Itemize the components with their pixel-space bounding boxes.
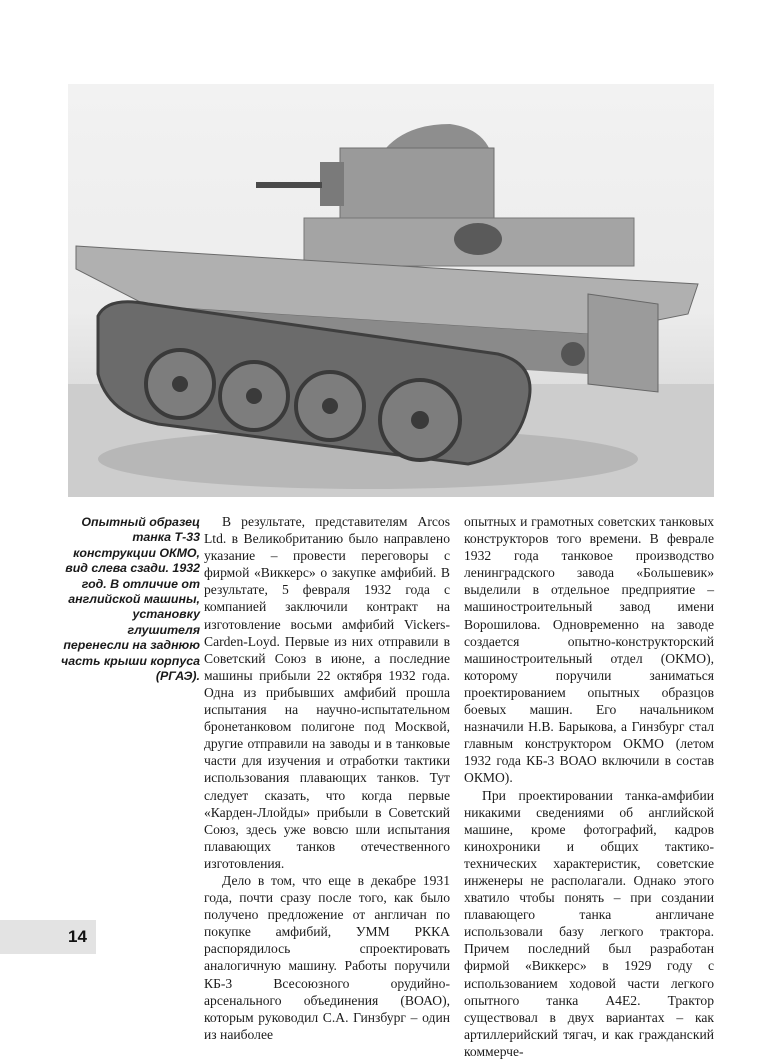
paragraph: При проектировании танка-амфибии никакими сведениями об английской машине, кроме фотографий, кадров кинохроники и общих тактико-технических характеристик, советские инженеры не располагали. Однако этого хватило чтобы понять – при создании плавающего танка англичане использовали базу легкого трактора. Причем последний был разработан фирмой «Виккерс» в 1929 году с использованием ходовой части легкого опытного танка А4Е2. Трактор существовал в двух вариантах – как артиллерийский тягач, и как гражданский коммерче- <box>464 787 714 1060</box>
photo-caption: Опытный образец танка Т-33 конструкции ОКМО, вид слева сзади. 1932 год. В отличие от английской машины, установку глушителя перенесли на заднюю часть крыши корпуса (РГАЭ). <box>60 515 200 684</box>
paragraph: В результате, представителям Arcos Ltd. в Великобританию было направлено указание – провести переговоры с фирмой «Виккерс» о закупке амфибий. В результате, 5 февраля 1932 года с компанией заключили контракт на изготовление восьми амфибий Vickers-Carden-Loyd. Первые из них отправили в Советский Союз в июне, а последние машины прибыли 22 октября 1932 года. Одна из прибывших амфибий прошла испытания на научно-испытательном бронетанковом полигоне под Москвой, другие отправили на заводы и в танковые части для изучения и отработки тактики использования плавающих танков. Тут следует сказать, что когда первые «Карден-Ллойды» прибыли в Советский Союз, здесь уже вовсю шли испытания плавающих танков отечественного изготовления. <box>204 513 450 872</box>
tank-illustration <box>68 84 714 497</box>
paragraph: опытных и грамотных советских танковых конструкторов того времени. В феврале 1932 года танковое производство ленинградского завода «Большевик» выделили в отдельное предприятие – машиностроительный завод имени Ворошилова. Одновременно на заводе создается опытно-конструкторский машиностроительный отдел (ОКМО), которому поручили заниматься проектированием опытных образцов боевых машин. Его начальником назначили Н.В. Барыкова, а Гинзбург стал главным конструктором ОКМО (летом 1932 года КБ-3 ВОАО включили в состав ОКМО). <box>464 513 714 787</box>
page-number: 14 <box>68 927 87 947</box>
tank-photo <box>68 84 714 497</box>
text-column-left <box>204 513 450 1043</box>
paragraph: Дело в том, что еще в декабре 1931 года, почти сразу после того, как было получено предложение от англичан по покупке амфибий, УММ РККА распорядилось спроектировать аналогичную машину. Работы поручили КБ-3 Всесоюзного орудийно-арсенального объединения (ВОАО), которым руководил С.А. Гинзбург – один из наиболее <box>204 872 450 1043</box>
text-column-right <box>464 513 714 1060</box>
